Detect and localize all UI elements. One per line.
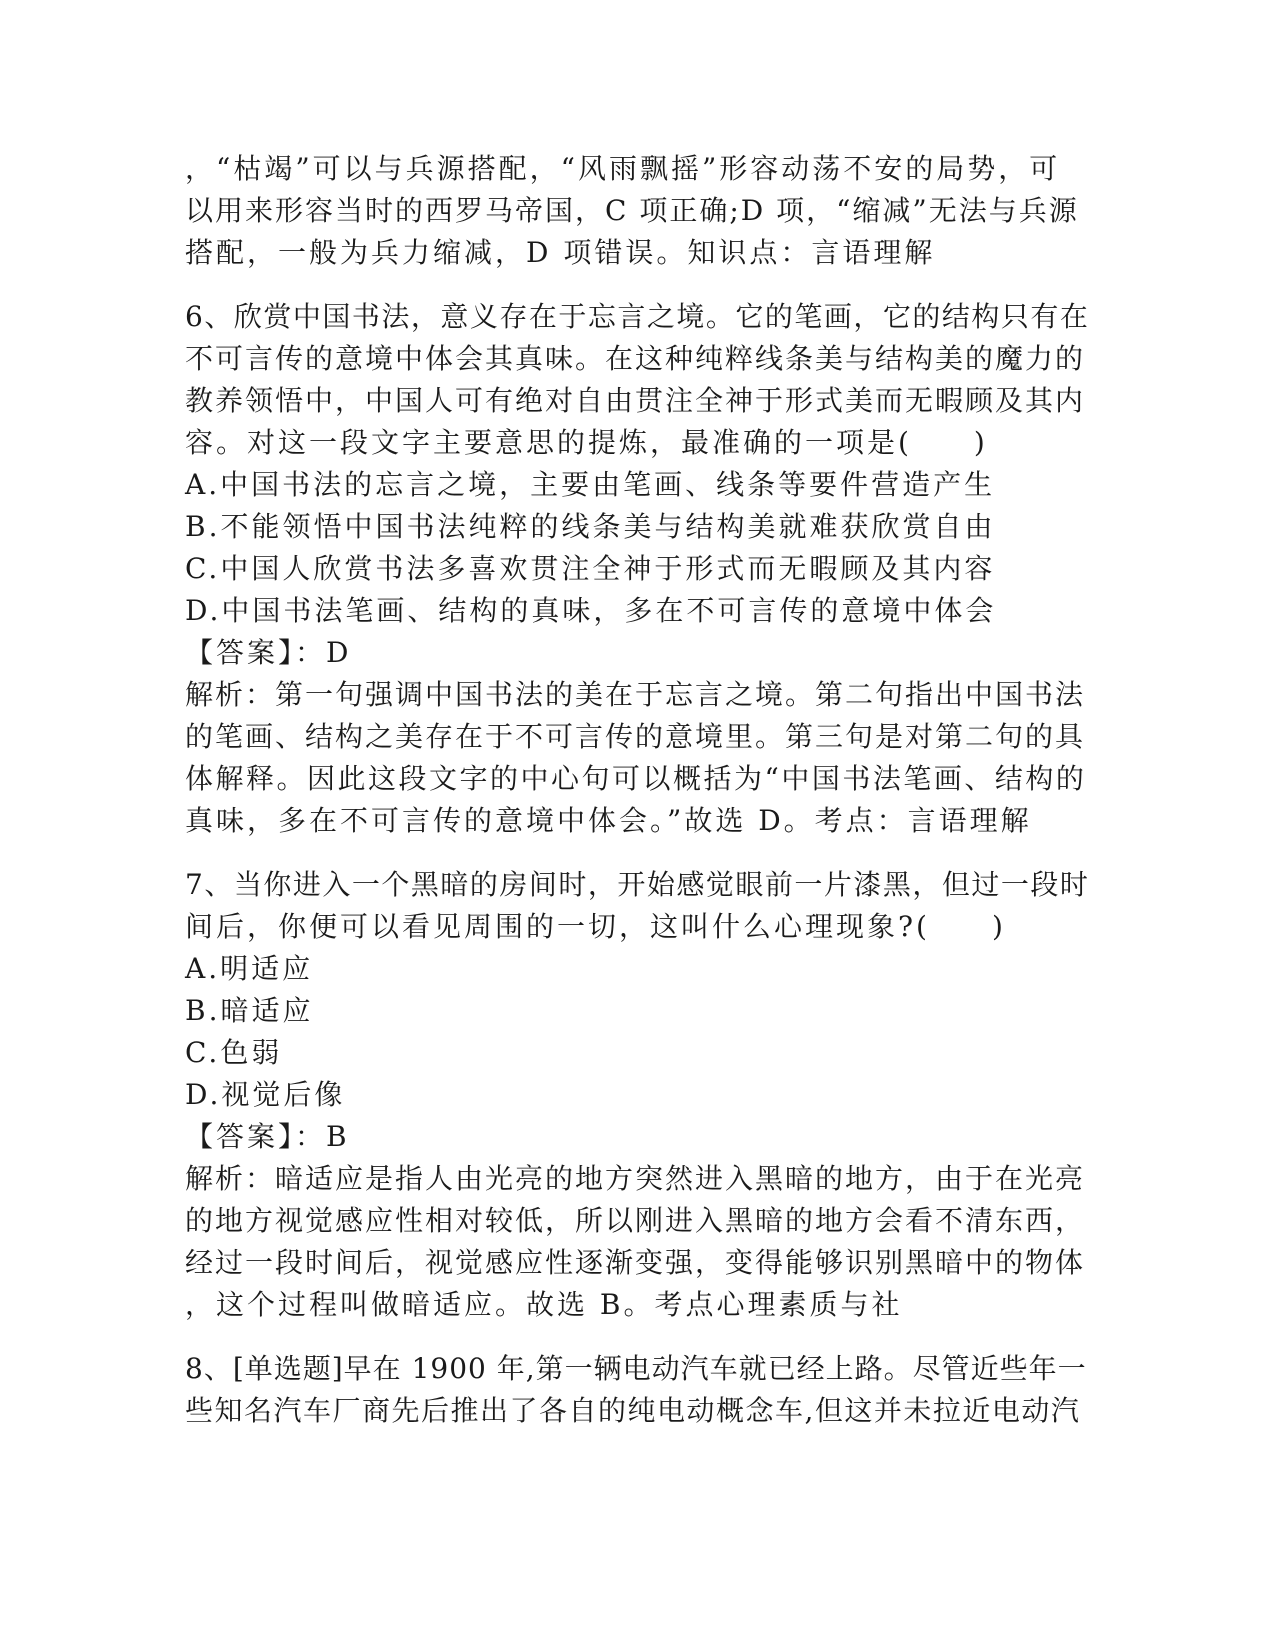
question-7	[185, 864, 1090, 1326]
option-a: A.中国书法的忘言之境，主要由笔画、线条等要件营造产生	[185, 468, 996, 501]
analysis-line: 的地方视觉感应性相对较低，所以刚进入黑暗的地方会看不清东西，	[185, 1204, 1086, 1237]
option-b: B.暗适应	[185, 994, 314, 1027]
question-stem-line: 7、当你进入一个黑暗的房间时，开始感觉眼前一片漆黑，但过一段时	[185, 868, 1090, 901]
text-line: ，“枯竭”可以与兵源搭配，“风雨飘摇”形容动荡不安的局势，可	[185, 152, 1061, 185]
text-line: 搭配，一般为兵力缩减，D 项错误。知识点：言语理解	[185, 236, 936, 269]
answer: 【答案】：B	[185, 1120, 350, 1153]
previous-analysis-continuation	[185, 148, 1090, 274]
analysis-line: 的笔画、结构之美存在于不可言传的意境里。第三句是对第二句的具	[185, 720, 1086, 753]
text-line: 以用来形容当时的西罗马帝国，C 项正确;D 项，“缩减”无法与兵源	[185, 194, 1079, 227]
question-stem-line: 6、欣赏中国书法，意义存在于忘言之境。它的笔画，它的结构只有在	[185, 300, 1090, 333]
option-b: B.不能领悟中国书法纯粹的线条美与结构美就难获欣赏自由	[185, 510, 996, 543]
question-stem-line: 些知名汽车厂商先后推出了各自的纯电动概念车,但这并未拉近电动汽	[185, 1394, 1081, 1427]
analysis-line: 解析：暗适应是指人由光亮的地方突然进入黑暗的地方，由于在光亮	[185, 1162, 1086, 1195]
answer: 【答案】：D	[185, 636, 352, 669]
question-stem-line: 8、[单选题]早在 1900 年,第一辆电动汽车就已经上路。尽管近些年一	[185, 1352, 1087, 1385]
question-stem-line: 容。对这一段文字主要意思的提炼，最准确的一项是( )	[185, 426, 988, 459]
question-stem-line: 间后，你便可以看见周围的一切，这叫什么心理现象?( )	[185, 910, 1006, 943]
question-stem-line: 不可言传的意境中体会其真味。在这种纯粹线条美与结构美的魔力的	[185, 342, 1086, 375]
option-c: C.中国人欣赏书法多喜欢贯注全神于形式而无暇顾及其内容	[185, 552, 996, 585]
analysis-line: 经过一段时间后，视觉感应性逐渐变强，变得能够识别黑暗中的物体	[185, 1246, 1086, 1279]
question-stem-line: 教养领悟中，中国人可有绝对自由贯注全神于形式美而无暇顾及其内	[185, 384, 1086, 417]
analysis-line: 真味，多在不可言传的意境中体会。”故选 D。考点：言语理解	[185, 804, 1032, 837]
option-c: C.色弱	[185, 1036, 283, 1069]
question-6	[185, 296, 1090, 842]
question-8	[185, 1348, 1090, 1432]
analysis-line: 体解释。因此这段文字的中心句可以概括为“中国书法笔画、结构的	[185, 762, 1087, 795]
analysis-line: ，这个过程叫做暗适应。故选 B。考点心理素质与社	[185, 1288, 903, 1321]
option-a: A.明适应	[185, 952, 314, 985]
document-page	[185, 148, 1090, 1432]
option-d: D.中国书法笔画、结构的真味，多在不可言传的意境中体会	[185, 594, 997, 627]
option-d: D.视觉后像	[185, 1078, 346, 1111]
analysis-line: 解析：第一句强调中国书法的美在于忘言之境。第二句指出中国书法	[185, 678, 1086, 711]
